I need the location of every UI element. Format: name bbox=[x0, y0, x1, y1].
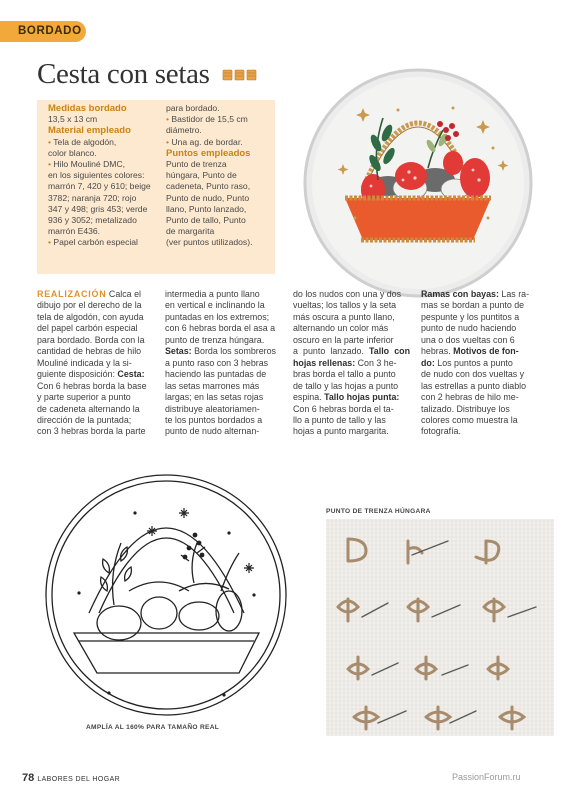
mat-line: 347 y 498; gris 453; verde bbox=[48, 203, 148, 214]
mat-line: • Tela de algodón, bbox=[48, 136, 117, 147]
mat-line: diámetro. bbox=[166, 125, 202, 136]
mat-line: • Papel carbón especial bbox=[48, 237, 138, 248]
page-title: Cesta con setas bbox=[37, 58, 210, 90]
heading-stitches: Puntos empleados bbox=[166, 147, 251, 159]
section-tag: BORDADO bbox=[0, 21, 86, 42]
mat-line: • Una ag. de bordar. bbox=[166, 136, 243, 147]
stitch-line: cadeneta, Punto raso, bbox=[166, 181, 251, 192]
pattern-caption: AMPLÍA AL 160% PARA TAMAÑO REAL bbox=[86, 724, 220, 731]
materials-col-2 bbox=[166, 103, 274, 249]
mat-line: marrón 7, 420 y 610; beige bbox=[48, 181, 151, 192]
stitch-line: (ver puntos utilizados). bbox=[166, 237, 253, 248]
lead-word: REALIZACIÓN bbox=[37, 289, 107, 299]
materials-col-1 bbox=[48, 103, 160, 249]
mat-line: 3782; naranja 720; rojo bbox=[48, 192, 137, 203]
body-col-1: REALIZACIÓN Calca el dibujo por el derecho de la tela de algodón, con ayuda del papel carbón especial para bordado. Borda con la cantidad de hebras de hilo Mouliné indicada y la si- guiente disposición: Cesta: Con 6 hebras borda la base y parte superior a punto de cadeneta alternando la dirección de la puntada; con 3 hebras borda la parte bbox=[37, 289, 147, 437]
magazine-name: LABORES DEL HOGAR bbox=[37, 776, 121, 783]
mat-line: en los siguientes colores: bbox=[48, 170, 145, 181]
size-value: 13,5 x 13 cm bbox=[48, 114, 98, 125]
stitch-line: Punto de nudo, Punto bbox=[166, 192, 250, 203]
mat-line: • Bastidor de 15,5 cm bbox=[166, 114, 248, 125]
thread-spools-icon bbox=[222, 68, 258, 82]
mat-line: • Hilo Mouliné DMC, bbox=[48, 159, 126, 170]
stitch-line: llano, Punto lanzado, bbox=[166, 203, 247, 214]
watermark: PassionForum.ru bbox=[452, 772, 521, 782]
mat-line: marrón E436. bbox=[48, 226, 101, 237]
heading-materials: Material empleado bbox=[48, 125, 131, 137]
stitch-steps-photo bbox=[326, 519, 554, 736]
mat-line: 936 y 3052; metalizado bbox=[48, 215, 137, 226]
folio bbox=[22, 772, 120, 784]
body-col-4: Ramas con bayas: Las ra- mas se bordan a punto de pespunte y los puntitos a punto de nudo haciendo una o dos vueltas con 6 hebras. Motivos de fon- do: Los puntos a punto de nudo con dos vueltas y las estrellas a punto diablo con 2 hebras de hilo me- talizado. Distribuye los colores como muestra la fotografía. bbox=[421, 289, 530, 437]
stitch-caption: PUNTO DE TRENZA HÚNGARA bbox=[326, 508, 431, 515]
mat-line: color blanco. bbox=[48, 147, 97, 158]
page-number: 78 bbox=[22, 772, 35, 784]
stitch-line: Punto de trenza bbox=[166, 159, 227, 170]
stitch-line: Punto de tallo, Punto bbox=[166, 215, 246, 226]
stitch-line: de margarita bbox=[166, 226, 215, 237]
stitch-line: húngara, Punto de bbox=[166, 170, 237, 181]
body-col-3: do los nudos con una y dos vueltas; los tallos y la seta más oscura a punto llano, alternando un color más oscuro en la parte inferior a punto lanzado. Tallo con hojas rellenas: Con 3 he- bras borda el tallo a punto de tallo y las hojas a punto espina. Tallo hojas punta: Con 6 hebras borda el ta- llo a punto de tallo y las hojas a punto margarita. bbox=[293, 289, 410, 437]
body-col-2: intermedia a punto llano en vertical e inclinando la puntadas en los extremos; con 6 hebras borda el asa a punto de trenza húngara. Setas: Borda los sombreros a punto raso con 3 hebras haciendo las puntadas de las setas marrones más largas; en las setas rojas distribuye aleatoriamen- te los puntos bordados a punto de nudo alternan- bbox=[165, 289, 276, 437]
embroidery-photo bbox=[303, 68, 533, 298]
mat-line: para bordado. bbox=[166, 103, 220, 113]
embroidery-pattern bbox=[39, 473, 294, 718]
heading-size: Medidas bordado bbox=[48, 103, 127, 114]
